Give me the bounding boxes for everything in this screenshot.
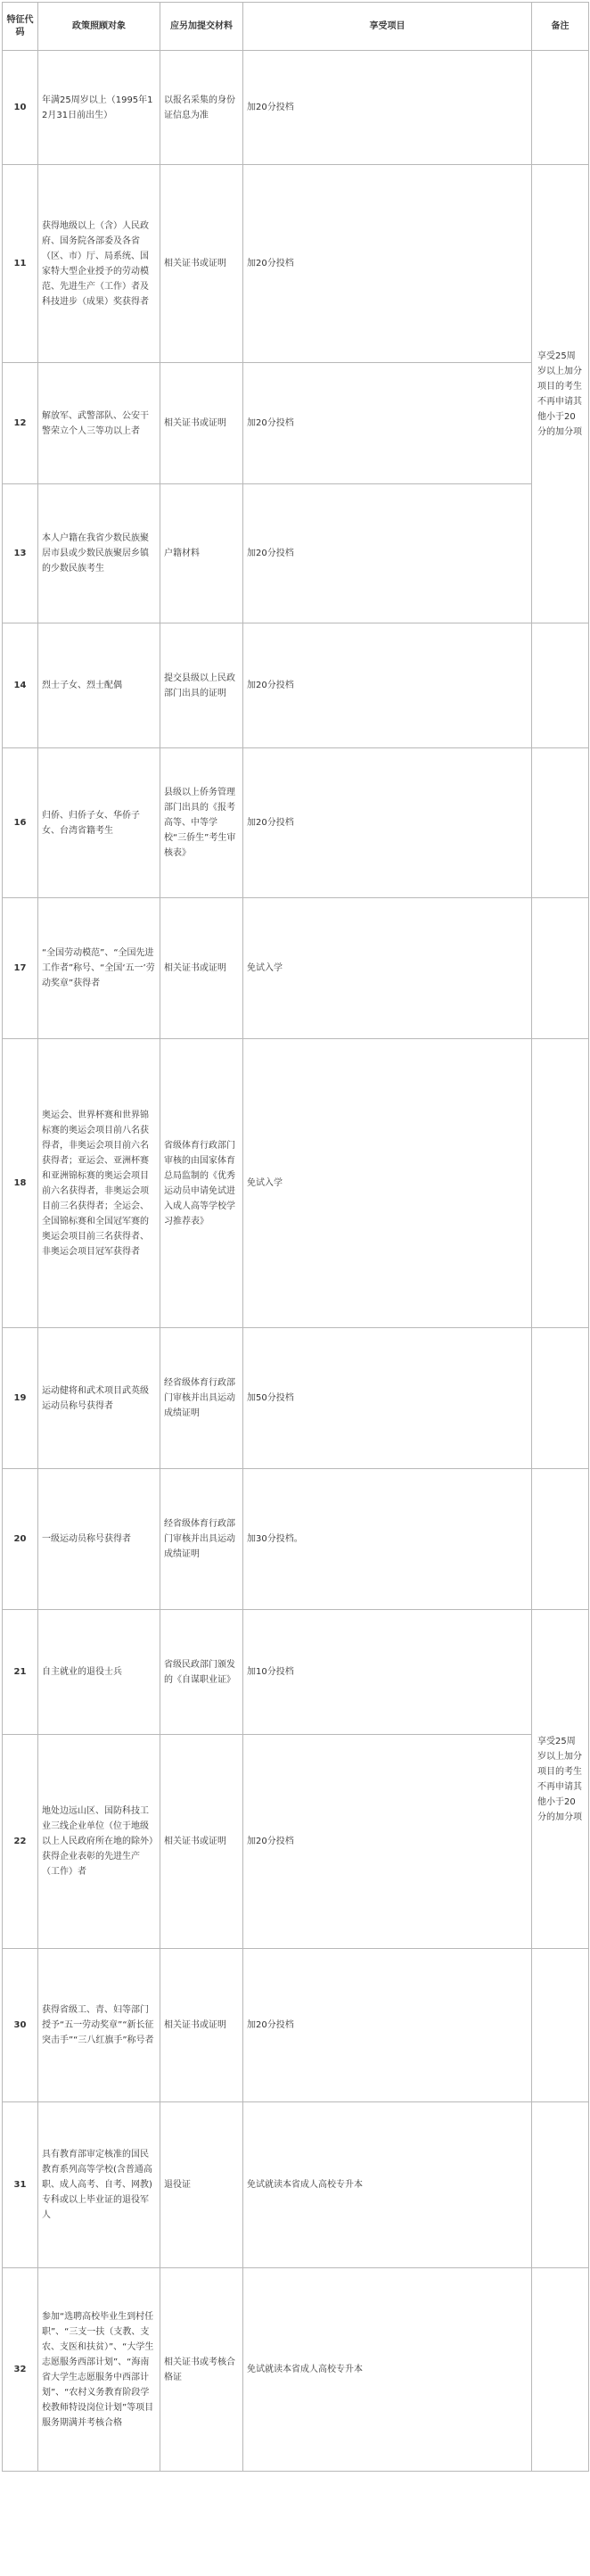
- row-benefit: 免试入学: [243, 1039, 532, 1328]
- row-material: 相关证书或证明: [160, 1949, 243, 2102]
- row-benefit: 加50分投档: [243, 1328, 532, 1469]
- policy-table: [2, 2, 589, 2472]
- row-code: 11: [3, 165, 38, 363]
- header-code: 特征代码: [3, 3, 38, 51]
- row-target: “全国劳动模范”、“全国先进工作者”称号、“全国‘五一’劳动奖章”获得者: [38, 898, 160, 1039]
- row-target: 运动健将和武术项目武英级运动员称号获得者: [38, 1328, 160, 1469]
- row-code: 13: [3, 484, 38, 623]
- row-benefit: 加20分投档: [243, 1949, 532, 2102]
- row-material: 县级以上侨务管理部门出具的《报考高等、中等学校“三侨生”考生审核表》: [160, 748, 243, 898]
- table-row: [3, 748, 589, 898]
- row-benefit: 免试入学: [243, 898, 532, 1039]
- row-code: 19: [3, 1328, 38, 1469]
- row-benefit: 加20分投档: [243, 623, 532, 748]
- row-material: 经省级体育行政部门审核并出具运动成绩证明: [160, 1469, 243, 1610]
- row-material: 省级体育行政部门审核的由国家体育总局监制的《优秀运动员申请免试进入成人高等学校学习推荐表》: [160, 1039, 243, 1328]
- note-cell: 享受25周岁以上加分项目的考生不再申请其他小于20分的加分项: [532, 1610, 589, 1949]
- row-material: 提交县级以上民政部门出具的证明: [160, 623, 243, 748]
- row-material: 相关证书或证明: [160, 898, 243, 1039]
- row-target: 年满25周岁以上（1995年12月31日前出生）: [38, 51, 160, 165]
- row-target: 获得地级以上（含）人民政府、国务院各部委及各省（区、市）厅、局系统、国家特大型企业授予的劳动模范、先进生产（工作）者及科技进步（成果）奖获得者: [38, 165, 160, 363]
- header-benefit: 享受项目: [243, 3, 532, 51]
- row-target: 一级运动员称号获得者: [38, 1469, 160, 1610]
- row-code: 30: [3, 1949, 38, 2102]
- row-code: 14: [3, 623, 38, 748]
- row-material: 经省级体育行政部门审核并出具运动成绩证明: [160, 1328, 243, 1469]
- table-row: [3, 623, 589, 748]
- row-code: 22: [3, 1735, 38, 1949]
- row-material: 相关证书或证明: [160, 1735, 243, 1949]
- row-benefit: 加10分投档: [243, 1610, 532, 1735]
- row-material: 相关证书或证明: [160, 165, 243, 363]
- table-row: [3, 51, 589, 165]
- header-target: 政策照顾对象: [38, 3, 160, 51]
- row-target: 本人户籍在我省少数民族聚居市县或少数民族聚居乡镇的少数民族考生: [38, 484, 160, 623]
- row-target: 归侨、归侨子女、华侨子女、台湾省籍考生: [38, 748, 160, 898]
- table-row: [3, 1469, 589, 1610]
- row-code: 12: [3, 363, 38, 484]
- table-header-row: [3, 3, 589, 51]
- row-code: 18: [3, 1039, 38, 1328]
- row-code: 20: [3, 1469, 38, 1610]
- row-benefit: 加20分投档: [243, 1735, 532, 1949]
- row-code: 21: [3, 1610, 38, 1735]
- row-target: 烈士子女、烈士配偶: [38, 623, 160, 748]
- row-target: 自主就业的退役士兵: [38, 1610, 160, 1735]
- row-code: 17: [3, 898, 38, 1039]
- header-material: 应另加提交材料: [160, 3, 243, 51]
- row-benefit: 免试就读本省成人高校专升本: [243, 2268, 532, 2472]
- row-target: 获得省级工、青、妇等部门授予“五一劳动奖章”“新长征突击手”“三八红旗手”称号者: [38, 1949, 160, 2102]
- row-benefit: 加20分投档: [243, 165, 532, 363]
- row-material: 退役证: [160, 2102, 243, 2268]
- row-benefit: 加20分投档: [243, 748, 532, 898]
- row-material: 相关证书或考核合格证: [160, 2268, 243, 2472]
- row-benefit: 加20分投档: [243, 363, 532, 484]
- row-code: 31: [3, 2102, 38, 2268]
- table-row: [3, 1039, 589, 1328]
- note-cell: 享受25周岁以上加分项目的考生不再申请其他小于20分的加分项: [532, 165, 589, 623]
- row-code: 10: [3, 51, 38, 165]
- row-target: 地处边远山区、国防科技工业三线企业单位（位于地级以上人民政府所在地的除外）获得企业表彰的先进生产（工作）者: [38, 1735, 160, 1949]
- table-row: [3, 1610, 589, 1735]
- row-target: 参加“选聘高校毕业生到村任职”、“三支一扶（支教、支农、支医和扶贫）”、“大学生志愿服务西部计划”、“海南省大学生志愿服务中西部计划”、“农村义务教育阶段学校教师特设岗位计划”等项目服务期满并考核合格: [38, 2268, 160, 2472]
- row-code: 16: [3, 748, 38, 898]
- row-material: 相关证书或证明: [160, 363, 243, 484]
- table-row: [3, 363, 589, 484]
- table-row: [3, 2268, 589, 2472]
- row-target: 解放军、武警部队、公安干警荣立个人三等功以上者: [38, 363, 160, 484]
- table-row: [3, 484, 589, 623]
- row-target: 具有教育部审定核准的国民教育系列高等学校(含普通高职、成人高考、自考、网教)专科或以上毕业证的退役军人: [38, 2102, 160, 2268]
- row-code: 32: [3, 2268, 38, 2472]
- row-material: 省级民政部门颁发的《自谋职业证》: [160, 1610, 243, 1735]
- row-benefit: 加20分投档: [243, 484, 532, 623]
- row-benefit: 加30分投档。: [243, 1469, 532, 1610]
- table-row: [3, 1949, 589, 2102]
- table-row: [3, 1328, 589, 1469]
- table-row: [3, 1735, 589, 1949]
- row-material: 以报名采集的身份证信息为准: [160, 51, 243, 165]
- row-benefit: 加20分投档: [243, 51, 532, 165]
- header-note: 备注: [532, 3, 589, 51]
- table-row: [3, 898, 589, 1039]
- row-material: 户籍材料: [160, 484, 243, 623]
- table-row: [3, 165, 589, 363]
- row-target: 奥运会、世界杯赛和世界锦标赛的奥运会项目前八名获得者，非奥运会项目前六名获得者；亚运会、亚洲杯赛和亚洲锦标赛的奥运会项目前六名获得者，非奥运会项目前三名获得者；全运会、全国锦标赛和全国冠军赛的奥运会项目前三名获得者、非奥运会项目冠军获得者: [38, 1039, 160, 1328]
- table-row: [3, 2102, 589, 2268]
- row-benefit: 免试就读本省成人高校专升本: [243, 2102, 532, 2268]
